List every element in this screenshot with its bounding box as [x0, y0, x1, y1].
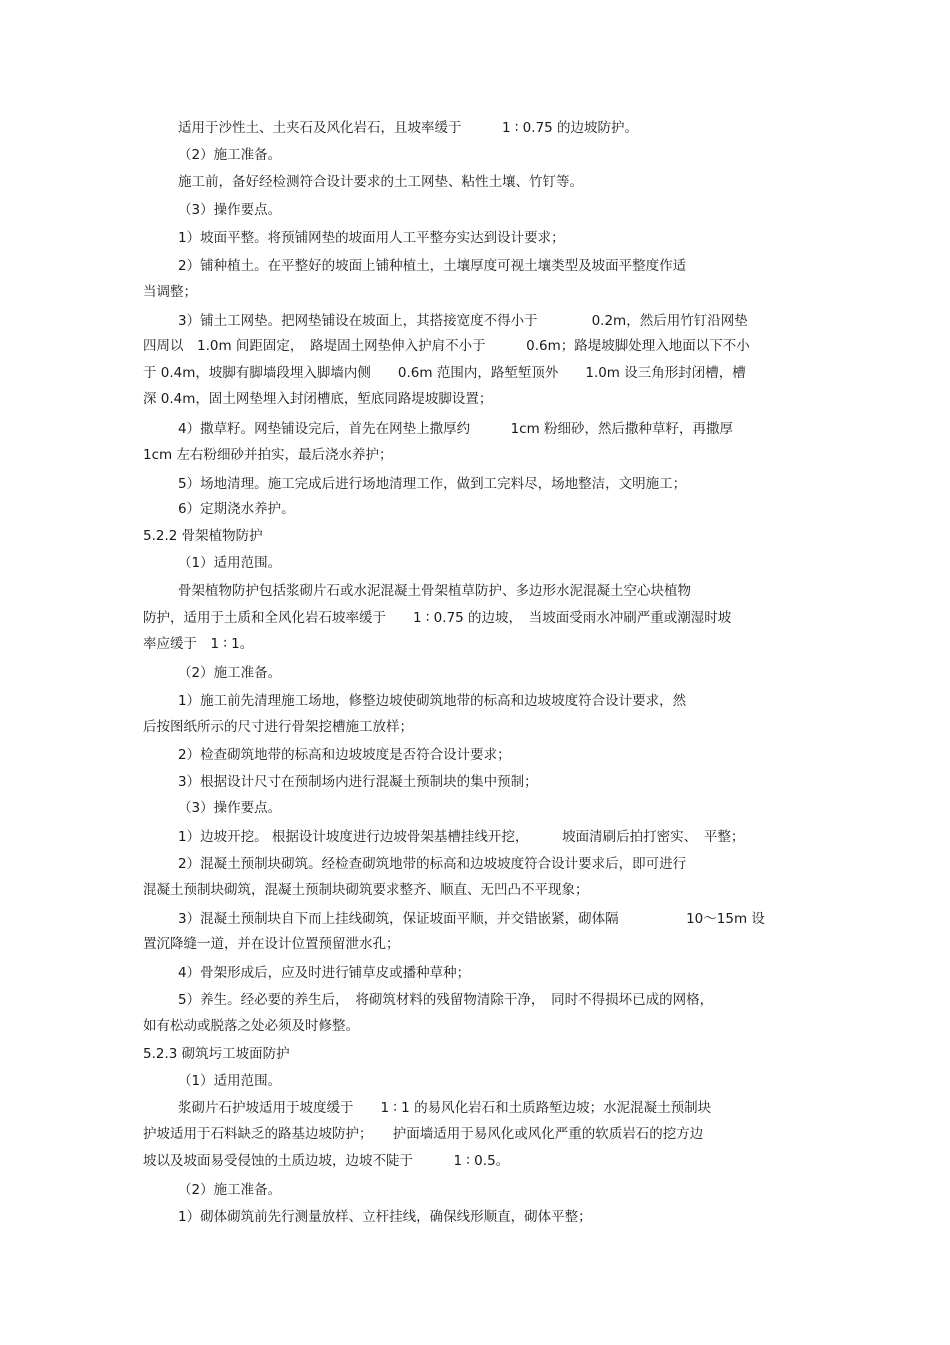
- section-heading: （2）施工准备。: [178, 1182, 282, 1198]
- text-line: 4）骨架形成后，应及时进行铺草皮或播种草种；: [178, 965, 471, 981]
- text-line: 置沉降缝一道，并在设计位置预留泄水孔；: [143, 936, 400, 952]
- text-line: 后按图纸所示的尺寸进行骨架挖槽施工放样；: [143, 719, 413, 735]
- text-line: 如有松动或脱落之处必须及时修整。: [143, 1018, 359, 1034]
- text-line: 6）定期浇水养护。: [178, 501, 295, 517]
- text-line: 1）边坡开挖。 根据设计坡度进行边坡骨架基槽挂线开挖， 坡面清刷后拍打密实、 平整；: [178, 829, 745, 845]
- text-line: 浆砌片石护坡适用于坡度缓于 1 ∶ 1 的易风化岩石和土质路堑边坡；水泥混凝土预制块: [178, 1100, 712, 1116]
- text-line: 3）铺土工网垫。把网垫铺设在坡面上，其搭接宽度不得小于 0.2m，然后用竹钉沿网垫: [178, 313, 748, 329]
- text-line: 施工前，备好经检测符合设计要求的土工网垫、粘性土壤、竹钉等。: [178, 174, 583, 190]
- text-line: 于 0.4m，坡脚有脚墙段埋入脚墙内侧 0.6m 范围内，路堑堑顶外 1.0m 设三角形封闭槽，槽: [143, 365, 746, 381]
- text-line: 护坡适用于石料缺乏的路基边坡防护； 护面墙适用于易风化或风化严重的软质岩石的挖方边: [143, 1126, 704, 1142]
- section-heading: 5.2.2 骨架植物防护: [143, 528, 263, 544]
- section-heading: （3）操作要点。: [178, 202, 282, 218]
- text-line: 4）撒草籽。网垫铺设完后，首先在网垫上撒厚约 1cm 粉细砂，然后撒种草籽，再撒厚: [178, 421, 734, 437]
- text-line: 5）场地清理。施工完成后进行场地清理工作，做到工完料尽，场地整洁，文明施工；: [178, 476, 687, 492]
- text-line: 1）坡面平整。将预铺网垫的坡面用人工平整夯实达到设计要求；: [178, 230, 565, 246]
- text-line: 1）施工前先清理施工场地，修整边坡使砌筑地带的标高和边坡坡度符合设计要求，然: [178, 693, 687, 709]
- section-heading: （3）操作要点。: [178, 800, 282, 816]
- section-heading: （1）适用范围。: [178, 1073, 282, 1089]
- text-line: 1）砌体砌筑前先行测量放样、立杆挂线，确保线形顺直，砌体平整；: [178, 1209, 592, 1225]
- text-line: 5）养生。经必要的养生后， 将砌筑材料的残留物清除干净， 同时不得损坏已成的网格，: [178, 992, 714, 1008]
- section-heading: （2）施工准备。: [178, 147, 282, 163]
- text-line: 2）铺种植土。在平整好的坡面上铺种植土，土壤厚度可视土壤类型及坡面平整度作适: [178, 258, 687, 274]
- text-line: 深 0.4m，固土网垫埋入封闭槽底，堑底同路堤坡脚设置；: [143, 391, 493, 407]
- text-line: 3）根据设计尺寸在预制场内进行混凝土预制块的集中预制；: [178, 774, 538, 790]
- text-line: 3）混凝土预制块自下而上挂线砌筑，保证坡面平顺，并交错嵌紧，砌体隔 10～15m 设: [178, 911, 765, 927]
- text-line: 四周以 1.0m 间距固定， 路堤固土网垫伸入护肩不小于 0.6m；路堤坡脚处理入地面以下不小: [143, 338, 750, 354]
- section-heading: （1）适用范围。: [178, 555, 282, 571]
- text-line: 防护，适用于土质和全风化岩石坡率缓于 1 ∶ 0.75 的边坡， 当坡面受雨水冲刷严重或潮湿时坡: [143, 610, 732, 626]
- section-heading: （2）施工准备。: [178, 665, 282, 681]
- section-heading: 5.2.3 砌筑圬工坡面防护: [143, 1046, 290, 1062]
- text-line: 2）检查砌筑地带的标高和边坡坡度是否符合设计要求；: [178, 747, 511, 763]
- text-line: 1cm 左右粉细砂并拍实，最后浇水养护；: [143, 447, 393, 463]
- text-line: 当调整；: [143, 284, 197, 300]
- text-line: 混凝土预制块砌筑，混凝土预制块砌筑要求整齐、顺直、无凹凸不平现象；: [143, 882, 589, 898]
- text-line: 坡以及坡面易受侵蚀的土质边坡，边坡不陡于 1 ∶ 0.5。: [143, 1153, 510, 1169]
- text-line: 适用于沙性土、土夹石及风化岩石，且坡率缓于 1 ∶ 0.75 的边坡防护。: [178, 120, 639, 136]
- text-line: 2）混凝土预制块砌筑。经检查砌筑地带的标高和边坡坡度符合设计要求后，即可进行: [178, 856, 687, 872]
- text-line: 骨架植物防护包括浆砌片石或水泥混凝土骨架植草防护、多边形水泥混凝土空心块植物: [178, 583, 691, 599]
- text-line: 率应缓于 1 ∶ 1。: [143, 636, 254, 652]
